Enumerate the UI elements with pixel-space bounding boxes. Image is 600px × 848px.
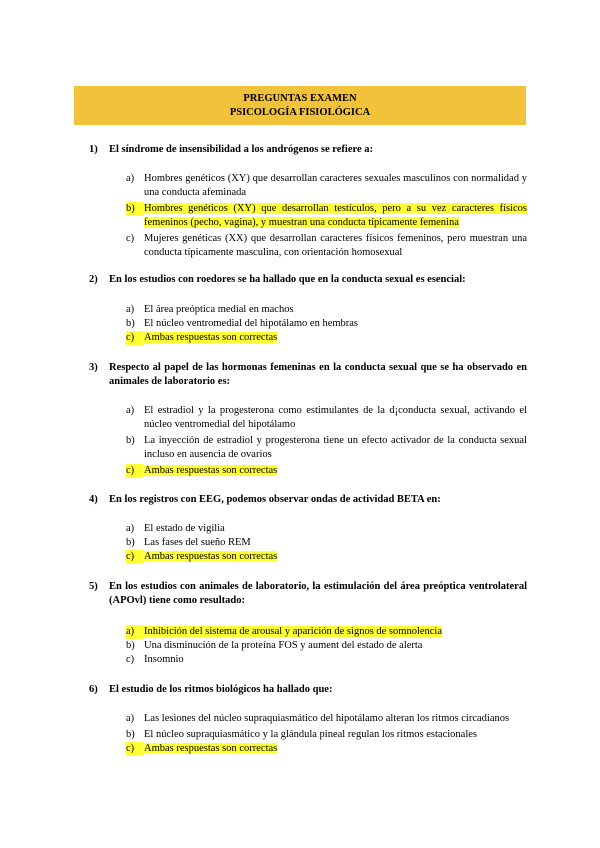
option-text: La inyección de estradiol y progesterona tiene un efecto activador de la conducta sexual incluso en ausencia de ovarios — [144, 435, 527, 460]
option-b — [126, 536, 527, 550]
option-letter: b) — [126, 729, 135, 740]
option-a — [126, 303, 527, 317]
option-letter: b) — [126, 435, 135, 446]
question-2 — [89, 273, 527, 287]
question-4 — [89, 493, 527, 507]
option-c-highlighted — [126, 742, 527, 756]
option-c-highlighted — [126, 550, 527, 564]
question-1 — [89, 143, 527, 157]
option-text: Mujeres genéticas (XX) que desarrollan caracteres físicos femeninos, pero muestran una conducta típicamente masculina, con orientación homosexual — [144, 233, 527, 258]
option-letter: a) — [126, 625, 143, 639]
option-letter: c) — [126, 654, 135, 665]
option-letter: b) — [126, 640, 135, 651]
options-3 — [126, 404, 527, 478]
option-letter: c) — [126, 464, 143, 478]
option-b — [126, 728, 527, 742]
option-text: Ambas respuestas son correctas — [144, 743, 278, 754]
option-letter: c) — [126, 331, 143, 345]
question-number: 3) — [89, 362, 98, 373]
question-text: En los registros con EEG, podemos observar ondas de actividad BETA en: — [109, 494, 441, 505]
option-text: Insomnio — [144, 654, 184, 665]
option-c — [126, 653, 527, 667]
question-text: En los estudios con roedores se ha hallado que en la conducta sexual es esencial: — [109, 274, 466, 285]
question-number: 4) — [89, 494, 98, 505]
option-text: Ambas respuestas son correctas — [144, 465, 278, 476]
option-text: Ambas respuestas son correctas — [144, 551, 278, 562]
option-letter: a) — [126, 523, 135, 534]
question-text: El síndrome de insensibilidad a los andrógenos se refiere a: — [109, 144, 373, 155]
option-a-highlighted — [126, 625, 527, 639]
option-text: Las fases del sueño REM — [144, 537, 251, 548]
option-letter: a) — [126, 405, 135, 416]
question-6 — [89, 683, 527, 697]
option-c-highlighted — [126, 464, 527, 478]
option-c — [126, 232, 527, 260]
options-6 — [126, 712, 527, 756]
option-b — [126, 434, 527, 462]
option-b — [126, 639, 527, 653]
option-letter: b) — [126, 202, 144, 216]
header-title: PREGUNTAS EXAMEN — [243, 93, 357, 104]
option-letter: a) — [126, 304, 135, 315]
option-text: El estradiol y la progesterona como estimulantes de la d¡conducta sexual, activando el núcleo ventromedial del hipotálamo — [144, 405, 527, 430]
option-text: Las lesiones del núcleo supraquiasmático del hipotálamo alteran los ritmos circadianos — [144, 713, 510, 724]
option-text: El núcleo ventromedial del hipotálamo en hembras — [144, 318, 359, 329]
option-letter: b) — [126, 537, 135, 548]
option-text: Ambas respuestas son correctas — [144, 332, 278, 343]
options-4 — [126, 522, 527, 564]
option-a — [126, 172, 527, 200]
options-2 — [126, 303, 527, 345]
option-text: El núcleo supraquiasmático y la glándula pineal regulan los ritmos estacionales — [144, 729, 477, 740]
question-number: 6) — [89, 684, 98, 695]
option-a — [126, 522, 527, 536]
option-letter: a) — [126, 173, 135, 184]
question-5 — [89, 580, 527, 608]
option-b-highlighted — [126, 202, 527, 230]
option-c-highlighted — [126, 331, 527, 345]
option-a — [126, 712, 527, 726]
option-a — [126, 404, 527, 432]
option-letter: a) — [126, 713, 135, 724]
option-letter: b) — [126, 318, 135, 329]
option-letter: c) — [126, 550, 143, 564]
question-text: Respecto al papel de las hormonas femeninas en la conducta sexual que se ha observado en animales de laboratorio es: — [109, 362, 527, 387]
question-number: 5) — [89, 581, 98, 592]
option-b — [126, 317, 527, 331]
option-text: El área preóptica medial en machos — [144, 304, 294, 315]
option-text: El estado de vigilia — [144, 523, 225, 534]
question-text: En los estudios con animales de laboratorio, la estimulación del área preóptica ventrolateral (APOvl) tiene como resultado: — [109, 581, 527, 606]
option-text: Inhibición del sistema de arousal y aparición de signos de somnolencia — [144, 626, 443, 637]
option-letter: c) — [126, 742, 143, 756]
option-text: Hombres genéticos (XY) que desarrollan caracteres sexuales masculinos con normalidad y una conducta afeminada — [144, 173, 527, 198]
header-subtitle: PSICOLOGÍA FISIOLÓGICA — [229, 107, 371, 118]
option-text: Hombres genéticos (XY) que desarrollan testículos, pero a su vez caracteres físicos femeninos (pecho, vagina), y muestran una conducta típicamente femenina — [144, 203, 527, 228]
question-number: 2) — [89, 274, 98, 285]
option-letter: c) — [126, 233, 135, 244]
question-3 — [89, 361, 527, 389]
options-1 — [126, 172, 527, 260]
question-text: El estudio de los ritmos biológicos ha hallado que: — [109, 684, 333, 695]
exam-header — [74, 86, 526, 125]
option-text: Una disminución de la proteína FOS y aument del estado de alerta — [144, 640, 423, 651]
question-number: 1) — [89, 144, 98, 155]
options-5 — [126, 625, 527, 667]
